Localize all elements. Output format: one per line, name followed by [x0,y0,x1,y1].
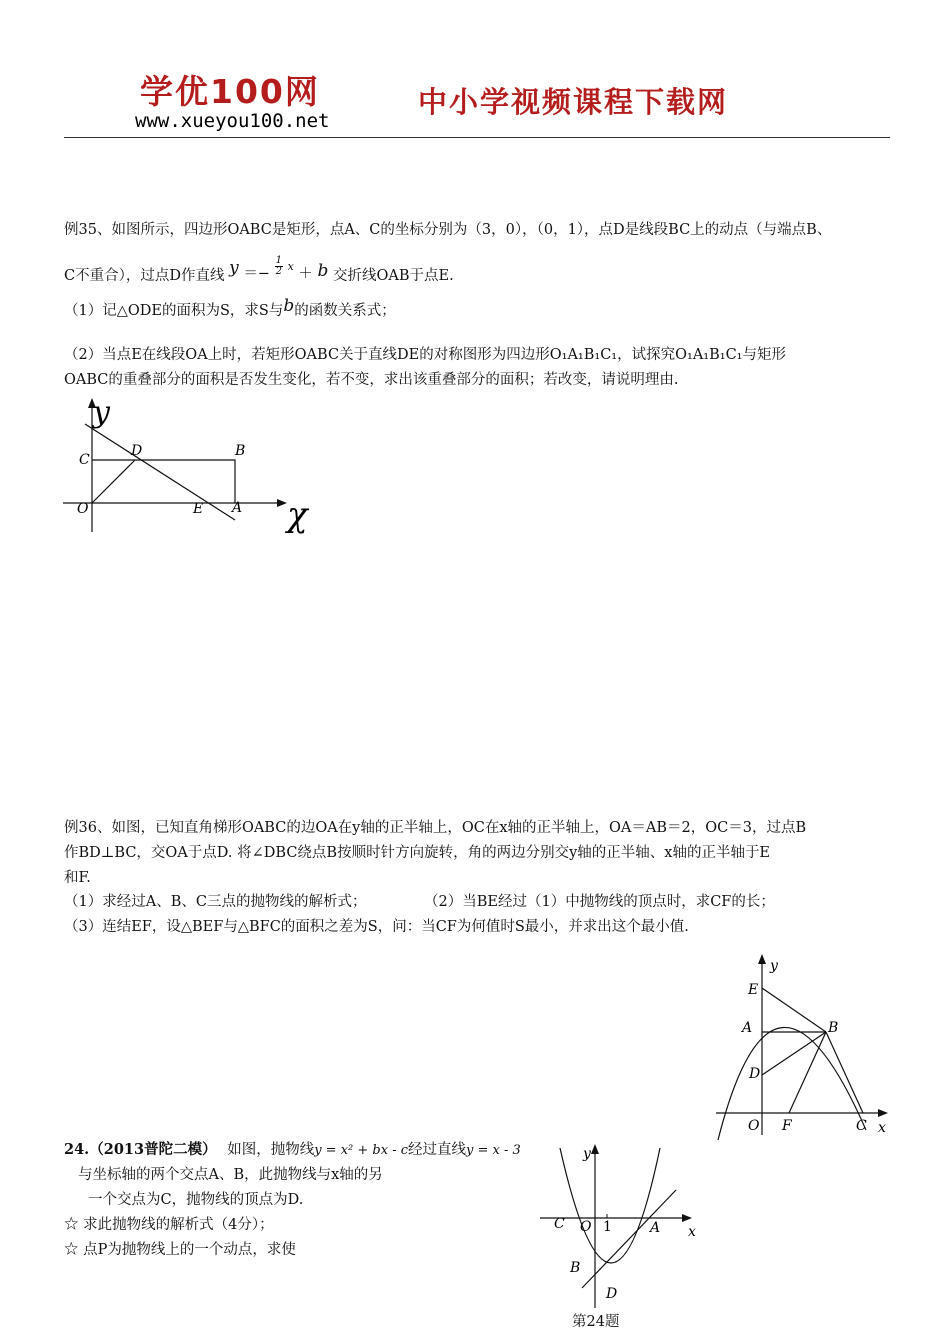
ex36-parabola [718,1027,866,1140]
ex35-line2-text-a: C不重合），过点D作直线 [64,268,225,284]
header-divider [64,137,890,138]
q24-number: 24. [64,1141,90,1158]
ex35-line-de [85,424,235,520]
q24-item1: ☆ 求此抛物线的解析式（4分）； [64,1217,274,1233]
ex35-label-a: A [232,500,243,516]
q24-line1 [64,1140,521,1161]
ex36-label-x: x [878,1120,886,1136]
ex35-x-arrow [277,499,287,507]
ex35-eq-x: x [287,260,294,273]
ex35-eq-b: b [317,261,329,281]
ex35-eq-frac [275,256,283,277]
ex36-label-y: y [770,958,778,974]
ex35-q1 [64,296,396,321]
site-slogan: 中小学视频课程下载网 [418,85,729,119]
ex36-segment-be [762,988,826,1032]
ex35-q1-var-b: b [283,296,295,316]
q24-label-y: y [583,1146,591,1162]
q24-eq1: y = x² + bx - c [314,1143,408,1158]
ex35-figure [55,390,325,540]
ex36-label-f: F [782,1118,792,1134]
ex35-label-y: y [93,395,110,430]
ex36-line2: 作BD⊥BC，交OA于点D. 将∠DBC绕点B按顺时针方向旋转，角的两边分别交y轴的正半轴、x轴的正半轴于E [64,845,771,861]
ex36-line1: 例36、如图，已知直角梯形OABC的边OA在y轴的正半轴上，OC在x轴的正半轴上，OA＝AB＝2，OC＝3，过点B [64,820,807,836]
q24-eq2: y = x - 3 [466,1143,521,1158]
ex35-frac-den: 2 [275,265,282,277]
ex35-line2 [64,254,454,287]
ex36-q2: （2）当BE经过（1）中抛物线的顶点时，求CF的长； [424,894,775,910]
ex35-eq-plus: ＋ [298,266,313,282]
ex36-label-o: O [748,1118,760,1134]
q24-label-x: x [688,1224,696,1240]
q24-line [582,1190,676,1288]
q24-line2: 与坐标轴的两个交点A、B，此抛物线与x轴的另 [78,1167,383,1183]
ex35-label-d: D [131,443,143,459]
ex36-label-e: E [748,982,759,998]
q24-label-d: D [606,1286,618,1302]
ex36-q1: （1）求经过A、B、C三点的抛物线的解析式； [64,894,367,910]
ex35-q1-text-c: 的函数关系式； [294,303,396,319]
ex35-label-c: C [79,452,90,468]
ex36-line3: 和F. [64,870,91,886]
q24-figure [530,1138,710,1318]
ex35-q2-line2: OABC的重叠部分的面积是否发生变化，若不变，求出该重叠部分的面积；若改变，请说明理由. [64,372,679,388]
ex36-figure [712,950,892,1140]
q24-label-a: A [650,1220,661,1236]
q24-label-o: O [580,1219,592,1235]
ex36-label-d: D [749,1066,761,1082]
ex36-x-arrow [878,1109,888,1117]
site-url[interactable]: www.xueyou100.net [135,110,330,132]
q24-source: （2013普陀二模） [89,1141,217,1158]
ex35-q2-line1: （2）当点E在线段OA上时，若矩形OABC关于直线DE的对称图形为四边形O₁A₁B₁C₁，试探究O₁A₁B₁C₁与矩形 [64,347,786,363]
ex35-label-e: E [193,501,204,517]
ex35-label-o: O [77,501,89,517]
ex36-q3: （3）连结EF，设△BEF与△BFC的面积之差为S，问：当CF为何值时S最小，并求出这个最小值. [64,919,689,935]
ex35-eq-y: y [229,258,239,278]
q24-text-b: 经过直线 [408,1142,466,1158]
q24-line3: 一个交点为C，抛物线的顶点为D. [88,1192,304,1208]
ex36-segment-bc [826,1032,863,1113]
q24-x-arrow [682,1214,692,1222]
ex35-eq-eq: ＝− [243,266,270,282]
ex35-line1: 例35、如图所示，四边形OABC是矩形，点A、C的坐标分别为（3，0），（0，1），点D是线段BC上的动点（与端点B、 [64,222,832,238]
site-logo-text: 学优100网 [140,72,320,111]
ex35-label-x: χ [287,495,308,535]
q24-figure-caption: 第24题 [572,1314,620,1330]
ex36-y-arrow [758,954,766,964]
ex36-label-c: C [856,1118,867,1134]
ex35-frac-num: 1 [275,254,282,266]
q24-item2: ☆ 点P为抛物线上的一个动点，求使 [64,1242,296,1258]
ex35-q1-text-a: （1）记△ODE的面积为S，求S与 [64,303,284,319]
q24-text-a: 如图，抛物线 [227,1142,315,1158]
ex36-label-b: B [828,1020,839,1036]
ex36-label-a: A [742,1020,753,1036]
q24-label-c: C [554,1216,565,1232]
ex35-segment-od [92,460,135,503]
q24-y-arrow [591,1144,599,1154]
q24-parabola [560,1148,660,1263]
q24-label-one: 1 [603,1219,612,1235]
q24-label-b: B [570,1260,581,1276]
ex35-label-b: B [235,443,246,459]
ex35-line2-text-b: 交折线OAB于点E. [333,268,454,284]
